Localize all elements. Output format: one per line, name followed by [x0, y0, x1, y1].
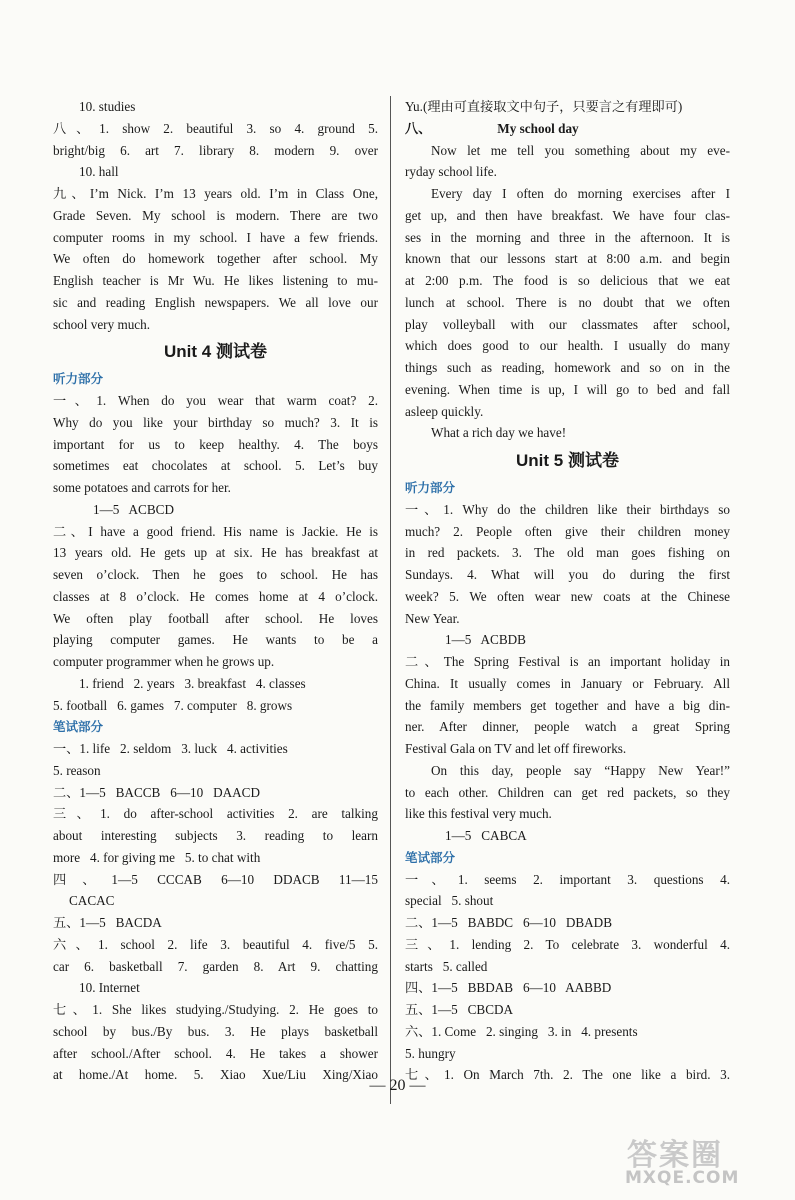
- text-line: week? 5. We often wear new coats at the Chinese: [405, 588, 730, 604]
- text-line: in red packets. 3. The old man goes fishing on: [405, 545, 730, 561]
- text-line: 四、1—5 BBDAB 6—10 AABBD: [405, 980, 612, 996]
- section-label: 听力部分: [405, 480, 456, 495]
- text-line: What a rich day we have!: [431, 425, 567, 441]
- text-line: Grade Seven. My school is modern. There are two: [53, 207, 378, 223]
- unit-heading: Unit 4 测试卷: [164, 342, 267, 362]
- column-divider: [390, 96, 391, 1104]
- text-line: 1—5 CABCA: [445, 828, 527, 843]
- text-line: playing computer games. He wants to be a: [53, 632, 378, 648]
- text-line: at home./At home. 5. Xiao Xue/Liu Xing/Xiao: [53, 1067, 378, 1083]
- text-line: get up, and then have breakfast. We have four clas-: [405, 207, 730, 223]
- text-line: school very much.: [53, 316, 151, 332]
- text-line: like this festival very much.: [405, 806, 552, 822]
- text-line: 七、1. She likes studying./Studying. 2. He goes to: [53, 1002, 378, 1017]
- text-line: China. It usually comes in January or February. All: [405, 675, 730, 691]
- unit-heading: Unit 5 测试卷: [516, 451, 619, 470]
- text-line: 一、1. seems 2. important 3. questions 4.: [405, 871, 730, 887]
- text-line: 三、1. do after-school activities 2. are talking: [53, 806, 378, 822]
- text-line: 五、1—5 BACDA: [53, 915, 162, 930]
- text-line: classes at 8 o’clock. He comes home at 4 o’clock.: [53, 588, 378, 604]
- text-line: seven o’clock. Then he goes to school. He has: [53, 567, 378, 582]
- text-line: important for us to keep healthy. 4. The boys: [53, 436, 378, 452]
- text-line: to each other. Children can get red packets, so they: [405, 784, 730, 800]
- text-line: bright/big 6. art 7. library 8. modern 9. over: [53, 142, 378, 158]
- text-line: 1—5 ACBCD: [93, 501, 174, 517]
- text-line: ses in the morning and three in the afternoon. It is: [405, 229, 730, 245]
- section-label: 笔试部分: [405, 849, 456, 865]
- text-line: computer rooms in my school. I have a few friends.: [53, 229, 378, 245]
- text-line: Sundays. 4. What will you do during the first: [405, 567, 730, 582]
- watermark-logo: [617, 1130, 767, 1192]
- text-line: We often play football after school. He loves: [53, 610, 378, 626]
- text-line: things such as reading, homework and so on in the: [405, 360, 730, 375]
- text-line: evening. When time is up, I will go to bed and fall: [405, 381, 730, 397]
- text-line: 13 years old. He gets up at six. He has breakfast at: [53, 545, 378, 561]
- section-label: 听力部分: [53, 371, 104, 387]
- text-line: Yu.(理由可直接取文中句子，只要言之有理即可): [405, 99, 683, 114]
- text-line: 八、 My school day: [405, 120, 579, 136]
- text-line: 二、I have a good friend. His name is Jackie. He is: [53, 523, 378, 539]
- text-line: 1—5 ACBDB: [445, 632, 526, 648]
- text-line: sometimes eat chocolates at school. 5. Let’s buy: [53, 458, 378, 474]
- text-line: 九、I’m Nick. I’m 13 years old. I’m in Class One,: [53, 186, 378, 201]
- text-line: sic and reading English newspapers. We all love our: [53, 294, 378, 310]
- text-line: 二、The Spring Festival is an important holiday in: [405, 654, 730, 669]
- text-line: English teacher is Mr Wu. He likes listening to mu-: [53, 273, 378, 288]
- text-line: New Year.: [405, 610, 460, 626]
- text-line: car 6. basketball 7. garden 8. Art 9. chatting: [53, 958, 378, 974]
- text-line: 5. football 6. games 7. computer 8. grows: [53, 697, 293, 713]
- watermark-url: MXQE.COM: [625, 1168, 740, 1188]
- text-line: 三、1. lending 2. To celebrate 3. wonderful 4.: [405, 936, 730, 952]
- left-column: [53, 96, 378, 1086]
- section-label: 笔试部分: [53, 719, 104, 735]
- text-line: the family members get together and have a big din-: [405, 697, 730, 713]
- text-line: 二、1—5 BABDC 6—10 DBADB: [405, 915, 612, 930]
- right-column: [405, 96, 730, 1086]
- text-line: 六、1. Come 2. singing 3. in 4. presents: [405, 1023, 638, 1039]
- text-line: play volleyball with our classmates after school,: [405, 316, 730, 332]
- text-line: Why do you like your birthday so much? 3. It is: [53, 414, 378, 430]
- watermark-text: 答案圈: [627, 1138, 723, 1173]
- text-line: Now let me tell you something about my eve-: [431, 142, 730, 158]
- text-line: starts 5. called: [405, 958, 488, 974]
- text-line: 六、1. school 2. life 3. beautiful 4. five/5 5.: [53, 936, 378, 952]
- text-line: 一、1. life 2. seldom 3. luck 4. activities: [53, 741, 288, 756]
- text-line: known that our lessons start at 8:00 a.m. and begin: [405, 251, 730, 267]
- text-line: 二、1—5 BACCB 6—10 DAACD: [53, 784, 260, 800]
- text-line: ner. After dinner, people watch a great Spring: [405, 719, 730, 735]
- text-line: after school./After school. 4. He takes a shower: [53, 1045, 378, 1061]
- text-line: at 2:00 p.m. The food is so delicious that we eat: [405, 273, 730, 288]
- text-line: CACAC: [69, 893, 115, 909]
- text-line: computer programmer when he grows up.: [53, 654, 275, 669]
- text-line: 一、1. When do you wear that warm coat? 2.: [53, 393, 378, 408]
- text-line: 10. studies: [79, 99, 136, 114]
- text-line: Every day I often do morning exercises after I: [431, 186, 730, 201]
- text-line: asleep quickly.: [405, 403, 484, 419]
- text-line: 10. hall: [79, 164, 119, 180]
- text-line: 五、1—5 CBCDA: [405, 1002, 514, 1017]
- text-line: special 5. shout: [405, 893, 494, 909]
- text-line: lunch at school. There is no doubt that we often: [405, 294, 730, 310]
- text-line: 一、1. Why do the children like their birthdays so: [405, 501, 730, 517]
- text-line: more 4. for giving me 5. to chat with: [53, 849, 261, 865]
- text-line: Festival Gala on TV and let off fireworks.: [405, 741, 627, 756]
- text-line: ryday school life.: [405, 164, 497, 180]
- text-line: We often do homework together after school. My: [53, 251, 378, 267]
- text-line: 八、1. show 2. beautiful 3. so 4. ground 5.: [53, 120, 378, 136]
- page-number: — 20 —: [369, 1077, 426, 1094]
- text-line: 5. reason: [53, 762, 101, 778]
- text-line: much? 2. People often give their children money: [405, 523, 730, 539]
- text-line: which does good to our health. I usually do many: [405, 338, 730, 354]
- text-line: 七、1. On March 7th. 2. The one like a bird. 3.: [405, 1067, 730, 1083]
- text-line: school by bus./By bus. 3. He plays basketball: [53, 1023, 378, 1039]
- text-line: 10. Internet: [79, 980, 140, 996]
- text-line: 1. friend 2. years 3. breakfast 4. classes: [79, 675, 306, 691]
- text-line: 四、1—5 CCCAB 6—10 DDACB 11—15: [53, 871, 378, 887]
- text-line: about interesting subjects 3. reading to learn: [53, 828, 378, 843]
- text-line: 5. hungry: [405, 1045, 456, 1061]
- text-line: On this day, people say “Happy New Year!”: [431, 762, 730, 778]
- text-line: some potatoes and carrots for her.: [53, 480, 231, 495]
